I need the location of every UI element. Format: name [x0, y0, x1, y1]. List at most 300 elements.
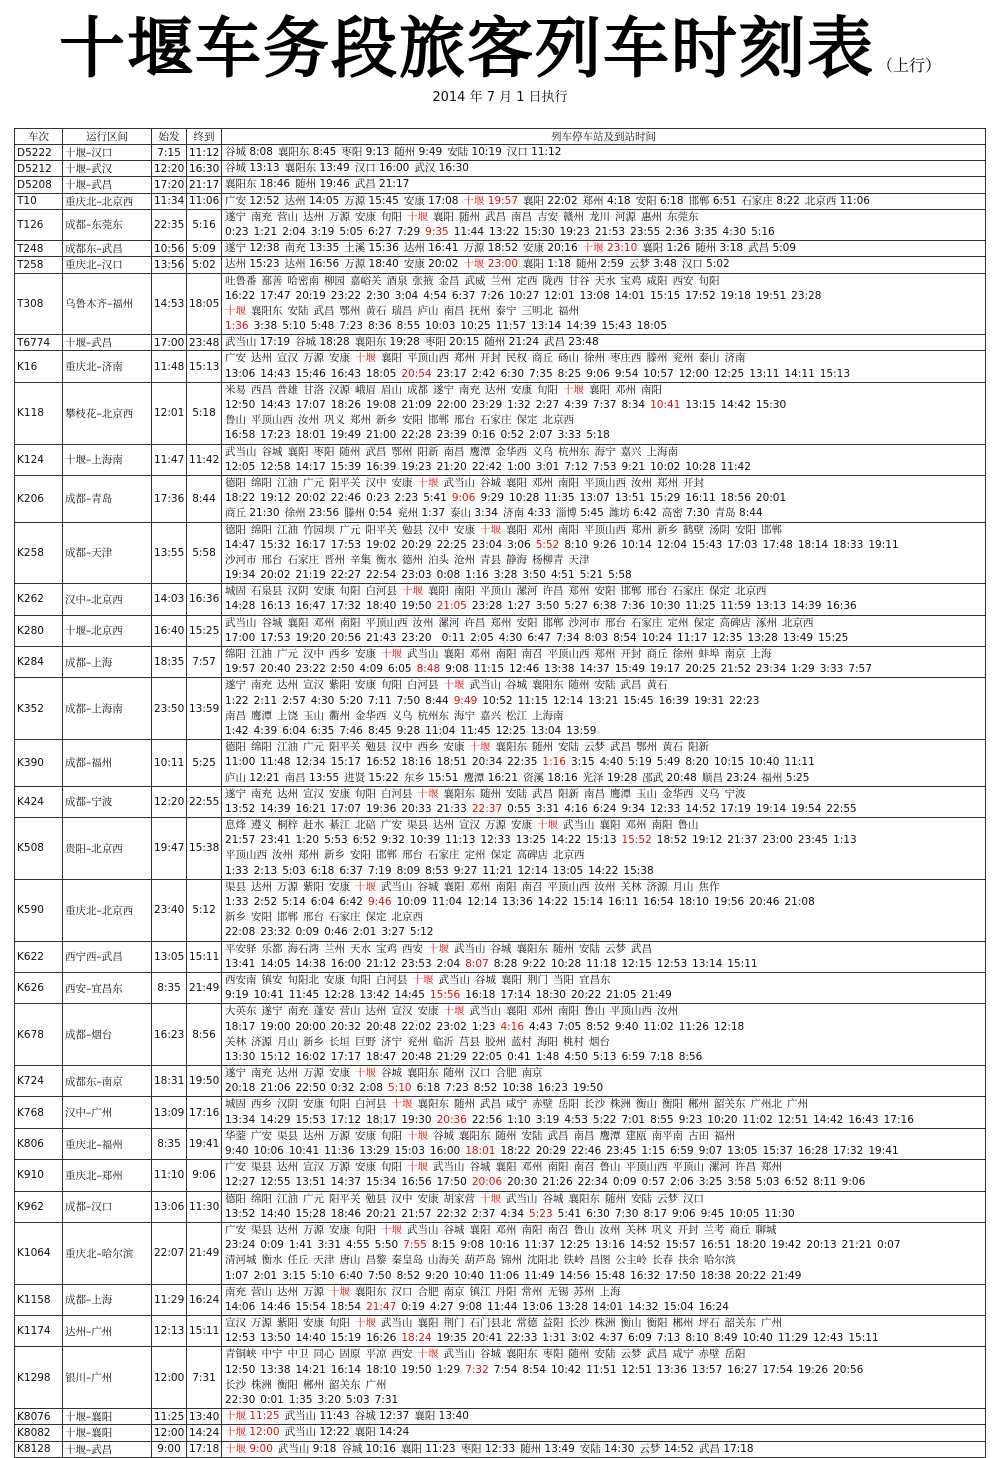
stop-item: 18:47 — [366, 1050, 397, 1063]
stop-item: 普雄 — [277, 383, 298, 396]
stop-item: 万源 — [303, 1285, 324, 1298]
stop-item: 武昌 — [485, 210, 506, 223]
stop-item: 南昌 — [511, 210, 532, 223]
stop-item: 6:04 — [310, 896, 335, 908]
train-number: K124 — [15, 444, 63, 475]
train-route: 成都–烟台 — [63, 1004, 152, 1066]
stop-item: 5:53 — [324, 834, 348, 847]
stop-item: 蓝村 — [511, 1035, 532, 1048]
stop-item: 滕州 — [646, 352, 668, 365]
stop-item: 金华西 — [495, 445, 527, 458]
stop-item: 9:08 — [445, 663, 469, 676]
stop-item: 德阳 — [225, 1192, 246, 1205]
depart-time: 8:35 — [152, 972, 187, 1003]
stop-item: 15:32 — [260, 538, 291, 551]
stop-item: 安陆 — [558, 741, 579, 754]
train-number: K910 — [15, 1160, 63, 1191]
stop-item: 安阳 — [251, 911, 272, 924]
stop-item: 株洲 — [610, 1098, 631, 1111]
stop-line — [225, 925, 982, 940]
stop-item: 枣庄西 — [610, 352, 642, 365]
stop-item: 安陆 — [287, 304, 309, 317]
stop-item: 8:09 — [396, 864, 421, 877]
train-route: 成都–汉口 — [63, 1191, 152, 1222]
stop-item: 安康 — [355, 1129, 376, 1142]
stop-item: 谷城 — [261, 616, 283, 629]
stop-item: 襄阳东 18:46 — [225, 178, 291, 191]
stop-line — [225, 988, 982, 1003]
stop-item: 邓州 — [495, 1223, 517, 1236]
stop-item: 18:52 — [656, 834, 688, 847]
stop-item: 德州 — [402, 553, 423, 566]
stop-item: 进贤 15:22 — [344, 771, 399, 784]
depart-time: 17:00 — [152, 335, 187, 351]
stop-item: 遂宁 — [225, 210, 246, 223]
train-number: K206 — [15, 475, 63, 522]
stop-item: 13:15 — [685, 399, 716, 411]
stop-item: 南昌 — [573, 1129, 595, 1142]
stop-item: 10:14 — [621, 538, 652, 551]
depart-time: 8:35 — [152, 1128, 187, 1159]
stop-item: 武昌 — [547, 1129, 569, 1142]
stop-item: 沙河市 — [225, 553, 257, 566]
stop-item: 11:15 — [473, 663, 505, 676]
table-row — [15, 475, 986, 522]
stop-item: 商丘 — [729, 1223, 751, 1236]
stop-item: 十堰 — [417, 1348, 439, 1361]
stop-item: 达州 — [277, 1223, 298, 1236]
stop-item: 商丘 21:30 — [225, 507, 280, 520]
stop-item: 10:40 — [453, 1269, 485, 1282]
stop-item: 10:20 — [707, 1113, 738, 1126]
stop-list — [222, 1347, 986, 1409]
stop-item: 衢州 — [329, 709, 350, 722]
stop-item: 安阳 — [516, 616, 538, 629]
stop-item: 砀山 — [558, 352, 579, 365]
depart-time: 11:25 — [152, 1409, 187, 1425]
stop-item: 十堰 9:00 — [225, 1442, 273, 1455]
stop-line — [225, 398, 982, 413]
stop-item: 0:41 — [507, 1050, 531, 1063]
stop-item: 安阳 — [402, 414, 423, 427]
stop-list — [222, 257, 986, 273]
stop-item: 7:26 — [480, 289, 505, 302]
stop-item: 广州 — [761, 1317, 782, 1330]
table-row — [15, 444, 986, 475]
stop-item: 6:35 — [310, 724, 335, 737]
stop-item: 6:05 — [387, 663, 412, 676]
stop-item: 十堰 — [417, 476, 439, 489]
stop-item: 20:21 — [366, 1207, 397, 1220]
stop-item: 18:14 — [797, 538, 829, 551]
stop-item: 南昌 — [443, 445, 465, 458]
stop-item: 汉口 — [683, 1192, 704, 1205]
stop-item: 19:26 — [797, 1363, 829, 1376]
stop-item: 8:54 — [613, 631, 637, 644]
stop-item: 17:32 — [330, 600, 362, 613]
stop-item: 辛集 — [350, 553, 371, 566]
stop-item: 武当山 — [407, 648, 439, 660]
stop-item: 1:33 — [225, 864, 249, 877]
stop-item: 5:10 — [310, 1269, 335, 1282]
stop-item: 襄阳东 19:28 — [354, 336, 420, 349]
stop-list — [222, 382, 986, 444]
stop-item: 16:43 — [848, 1113, 879, 1126]
depart-time: 11:29 — [152, 1284, 187, 1315]
train-route: 汉中–北京西 — [63, 584, 152, 615]
stop-item: 22:05 — [471, 1050, 503, 1063]
stop-item: 7:23 — [445, 1082, 469, 1095]
stop-item: 保定 — [709, 585, 730, 598]
stop-item: 衡阳 — [646, 1317, 668, 1330]
stop-item: 14:39 — [566, 320, 597, 333]
stop-item: 8:52 — [586, 1020, 610, 1033]
stop-item: 安陆 — [521, 1129, 543, 1142]
stop-item: 22:46 — [570, 1145, 602, 1157]
stop-item: 14:01 — [592, 1300, 624, 1313]
arrive-time: 8:56 — [187, 1004, 222, 1066]
table-row — [15, 647, 986, 678]
stop-item: 郑州 — [657, 476, 678, 489]
stop-item: 安康 — [329, 787, 350, 800]
stop-item: 13:22 — [489, 225, 520, 238]
stop-item: 济源 — [646, 880, 668, 893]
stop-item: 8:45 — [367, 724, 392, 737]
stop-item: 武威 — [464, 274, 486, 287]
train-route: 乌鲁木齐–福州 — [63, 273, 152, 335]
stop-item: 酒泉 — [386, 274, 408, 287]
stop-item: 静海 — [506, 553, 527, 566]
stop-line — [225, 771, 982, 786]
stop-item: 随州 2:59 — [575, 258, 624, 271]
stop-item: 20:25 — [685, 663, 716, 676]
stop-item: 23:22 — [295, 663, 326, 676]
stop-item: 15:54 — [295, 1300, 326, 1313]
stop-item: 莒县 — [459, 1035, 480, 1048]
stop-item: 南充 — [251, 679, 272, 692]
stop-line — [225, 161, 982, 176]
stop-item: 武当山 — [381, 1317, 413, 1330]
stop-item: 16:14 — [330, 1363, 362, 1376]
stop-item: 3:50 — [522, 569, 546, 582]
stop-list — [222, 209, 986, 240]
stop-item: 阳新 — [558, 787, 579, 800]
stop-item: 7:23 — [339, 320, 363, 333]
stop-item: 株洲 — [594, 1317, 616, 1330]
table-row — [15, 786, 986, 817]
stop-item: 汉源 — [329, 383, 350, 396]
stop-item: 7:57 — [848, 663, 872, 676]
stop-item: 峨眉 — [355, 383, 376, 396]
stop-item: 南阳 — [641, 383, 662, 396]
train-route: 重庆北–济南 — [63, 351, 152, 382]
stop-item: 宣汉 — [303, 787, 324, 800]
stop-item: 武当山 — [381, 880, 413, 893]
stop-item: 13:04 — [530, 724, 562, 737]
stop-item: 8:03 — [584, 631, 609, 644]
stop-item: 万源 — [303, 1067, 324, 1080]
stop-item: 4:30 — [498, 631, 523, 644]
stop-line — [225, 145, 982, 160]
stop-item: 宣汉 — [303, 679, 324, 692]
train-number: K1064 — [15, 1222, 63, 1284]
train-route: 十堰–北京西 — [63, 615, 152, 646]
stop-item: 13:38 — [544, 663, 575, 676]
stop-item: 14:39 — [791, 600, 822, 613]
stop-item: 12:01 — [544, 289, 575, 302]
timetable-body — [15, 145, 986, 1458]
stop-item: 定州 — [464, 849, 486, 862]
stop-item: 2:37 — [471, 1207, 496, 1220]
stop-item: 天津 — [568, 553, 590, 566]
table-row — [15, 1409, 986, 1425]
stop-item: 16:56 — [401, 1176, 432, 1189]
stop-item: 2:05 — [470, 631, 494, 644]
table-row — [15, 335, 986, 351]
stop-item: 13:41 — [225, 957, 256, 970]
stop-item: 15:03 — [394, 1145, 425, 1157]
arrive-time: 5:18 — [187, 382, 222, 444]
stop-item: 16:27 — [727, 1363, 758, 1376]
stop-item: 胶州 — [485, 1035, 506, 1048]
stop-item: 4:37 — [599, 1332, 624, 1345]
stop-item: 广安 — [225, 1161, 246, 1174]
stop-item: 绵阳 — [251, 741, 272, 754]
stop-list — [222, 1441, 986, 1457]
stop-item: 11:35 — [544, 492, 575, 505]
stop-item: 0:08 — [436, 569, 461, 582]
stop-item: 安康 — [355, 679, 376, 692]
stop-item: 涿州 — [756, 616, 777, 629]
stop-item: 8:10 — [564, 538, 588, 551]
stop-item: 17:03 — [727, 538, 758, 551]
stop-item: 公主岭 — [615, 1254, 647, 1267]
stop-item: 邓州 — [625, 819, 647, 832]
depart-time: 11:48 — [152, 351, 187, 382]
stop-item: 渠县 — [407, 819, 428, 832]
stop-item: 20:48 — [366, 1020, 397, 1033]
stop-item: 十堰 — [407, 1161, 428, 1174]
table-row — [15, 351, 986, 382]
stop-item: 襄阳东 — [251, 304, 283, 317]
stop-item: 随州 3:18 — [695, 242, 744, 255]
stop-item: 14:22 — [550, 834, 582, 847]
stop-item: 郑州 — [350, 414, 371, 427]
stop-line — [225, 599, 982, 614]
stop-item: 3:31 — [317, 1239, 342, 1252]
stop-item: 11:30 — [764, 1207, 795, 1220]
stop-item: 杨柳青 — [532, 553, 564, 566]
stop-item: 青铜峡 — [225, 1348, 257, 1361]
stop-item: 12:00 — [678, 367, 709, 380]
stop-line — [225, 584, 982, 599]
arrive-time: 11:12 — [187, 145, 222, 161]
stop-item: 福州 — [558, 304, 579, 317]
stop-item: 14:52 — [685, 802, 716, 815]
stop-item: 17:47 — [260, 289, 291, 302]
stop-item: 广元 — [303, 1192, 324, 1205]
stop-item: 1:16 — [542, 756, 566, 769]
stop-item: 8:34 — [621, 399, 646, 411]
stop-item: 22:56 — [471, 1113, 503, 1126]
stop-item: 龙川 — [589, 210, 610, 223]
stop-item: 17:14 — [500, 989, 531, 1002]
stop-item: 15:28 — [295, 1207, 326, 1220]
stop-item: 吐鲁番 — [225, 274, 257, 287]
stop-list — [222, 818, 986, 880]
train-route: 十堰–武汉 — [63, 161, 152, 177]
stop-item: 8:55 — [650, 1113, 674, 1126]
stop-item: 1:29 — [436, 1363, 461, 1376]
stop-item: 衡山 — [636, 1098, 657, 1111]
stop-item: 6:24 — [592, 802, 617, 815]
stop-item: 11:25 — [685, 600, 716, 613]
stop-item: 10:41 — [288, 1145, 320, 1157]
stop-item: 16:54 — [643, 896, 674, 908]
stop-item: 4:30 — [310, 694, 335, 707]
stop-item: 9:06 — [451, 492, 476, 505]
stop-item: 7:37 — [592, 399, 617, 411]
stop-item: 15:25 — [818, 631, 849, 644]
stop-item: 达州 — [277, 1285, 298, 1298]
stop-item: 8:28 — [493, 957, 518, 970]
stop-item: 武当山 — [506, 1192, 538, 1205]
depart-time: 12:01 — [152, 382, 187, 444]
stop-item: 柳园 — [324, 274, 345, 287]
stop-list — [222, 972, 986, 1003]
stop-item: 枣阳 — [542, 1348, 564, 1361]
stop-item: 0:11 — [441, 631, 466, 644]
stop-item: 云梦 14:52 — [639, 1442, 694, 1455]
stop-item: 襄阳 — [495, 1161, 517, 1174]
stop-item: 南阳 — [558, 476, 579, 489]
stop-item: 16:21 — [295, 802, 326, 815]
stop-item: 21:53 — [594, 225, 626, 238]
stop-item: 随州 — [568, 679, 590, 692]
train-route: 重庆北–郑州 — [63, 1160, 152, 1191]
stop-item: 21:00 — [366, 429, 397, 442]
stop-item: 22:30 — [225, 1394, 256, 1406]
stop-item: 9:06 — [586, 367, 610, 380]
stop-item: 石泉县 — [251, 585, 283, 598]
stop-item: 7:50 — [367, 1269, 392, 1282]
arrive-time: 19:50 — [187, 1066, 222, 1097]
stop-item: 襄阳东 — [568, 1192, 600, 1205]
depart-time: 14:03 — [152, 584, 187, 615]
stop-line — [225, 553, 982, 568]
stop-line — [225, 319, 982, 334]
stop-item: 10:30 — [650, 600, 681, 613]
stop-item: 南充 — [251, 787, 272, 800]
stop-item: 玉山 — [636, 787, 657, 800]
stop-item: 18:22 — [500, 1145, 531, 1157]
stop-item: 鲁山 — [225, 414, 246, 427]
stop-item: 9:19 — [225, 989, 249, 1002]
stop-item: 旬阳 — [355, 787, 376, 800]
table-row — [15, 209, 986, 240]
stop-item: 21:20 — [436, 460, 467, 473]
stop-item: 十堰 — [391, 1098, 413, 1111]
stop-item: 广州北 — [750, 1098, 782, 1111]
stop-item: 13:07 — [579, 492, 610, 505]
stop-item: 15:49 — [614, 663, 646, 676]
stop-item: 海阳 — [537, 1035, 558, 1048]
stop-item: 十堰 — [443, 1005, 465, 1018]
stop-item: 襄阳 — [287, 445, 309, 458]
stop-item: 襄阳东 — [506, 1348, 538, 1361]
stop-item: 鄂州 — [391, 445, 413, 458]
stop-item: 西乡 — [329, 648, 350, 660]
stop-item: 十堰 11:25 — [225, 1410, 280, 1423]
stop-item: 11:45 — [460, 724, 491, 737]
stop-item: 10:28 — [509, 492, 540, 505]
stop-item: 4:54 — [423, 289, 447, 302]
stop-item: 15:11 — [848, 1332, 879, 1345]
depart-time: 17:36 — [152, 475, 187, 522]
stop-line — [225, 383, 982, 398]
stop-item: 南召 — [521, 880, 543, 893]
stop-line — [225, 942, 982, 957]
stop-item: 南昌 — [225, 709, 246, 722]
stop-line — [225, 694, 982, 709]
stop-item: 安康 20:02 — [403, 258, 459, 271]
stop-item: 衡阳 — [277, 1378, 298, 1391]
stop-item: 遂宁 — [225, 679, 246, 692]
stop-item: 8:48 — [416, 663, 441, 676]
stop-line — [225, 289, 982, 304]
stop-item: 0:09 — [260, 1239, 284, 1252]
stop-item: 12:43 — [813, 1332, 844, 1345]
stop-item: 镇安 — [261, 973, 283, 986]
stop-item: 7:54 — [493, 1363, 518, 1376]
stop-list — [222, 941, 986, 972]
stop-item: 1:29 — [791, 663, 815, 676]
stop-item: 谷城 — [506, 679, 527, 692]
train-number: K16 — [15, 351, 63, 382]
stop-item: 南京 — [443, 1285, 465, 1298]
stop-item: 14:05 — [260, 957, 291, 970]
col-arrive: 终到 — [187, 129, 222, 145]
stop-item: 襄阳东 — [443, 787, 475, 800]
stop-item: 4:51 — [550, 569, 575, 582]
stop-item: 10:27 — [509, 289, 540, 302]
stop-line — [225, 910, 982, 925]
table-row — [15, 1097, 986, 1128]
stop-item: 北京西 — [553, 849, 585, 862]
stop-item: 十堰 — [428, 942, 449, 955]
stop-item: 沈阳北 — [527, 1254, 559, 1267]
stop-item: 10:05 — [729, 1207, 760, 1220]
stop-item: 旬阳北 — [287, 973, 319, 986]
stop-item: 21:57 — [225, 834, 256, 847]
stop-item: 13:05 — [552, 864, 584, 877]
stop-item: 十堰 — [402, 585, 423, 598]
stop-item: 万源 18:52 — [463, 242, 519, 255]
stop-item: 9:54 — [614, 367, 639, 380]
stop-item: 万源 — [303, 1223, 324, 1236]
stop-item: 11:13 — [445, 834, 476, 847]
train-route: 十堰–武昌 — [63, 1441, 152, 1457]
stop-item: 6:37 — [339, 864, 363, 877]
stop-item: 阳平关 — [329, 1192, 361, 1205]
stop-item: 安康 — [417, 1005, 439, 1018]
stop-item: 北碚 — [355, 819, 376, 832]
stop-item: 14:11 — [784, 367, 815, 380]
stop-item: 11:59 — [720, 600, 751, 613]
train-route: 重庆北–福州 — [63, 1128, 152, 1159]
stop-item: 黄石 — [365, 304, 387, 317]
stop-item: 17:00 — [225, 631, 256, 644]
